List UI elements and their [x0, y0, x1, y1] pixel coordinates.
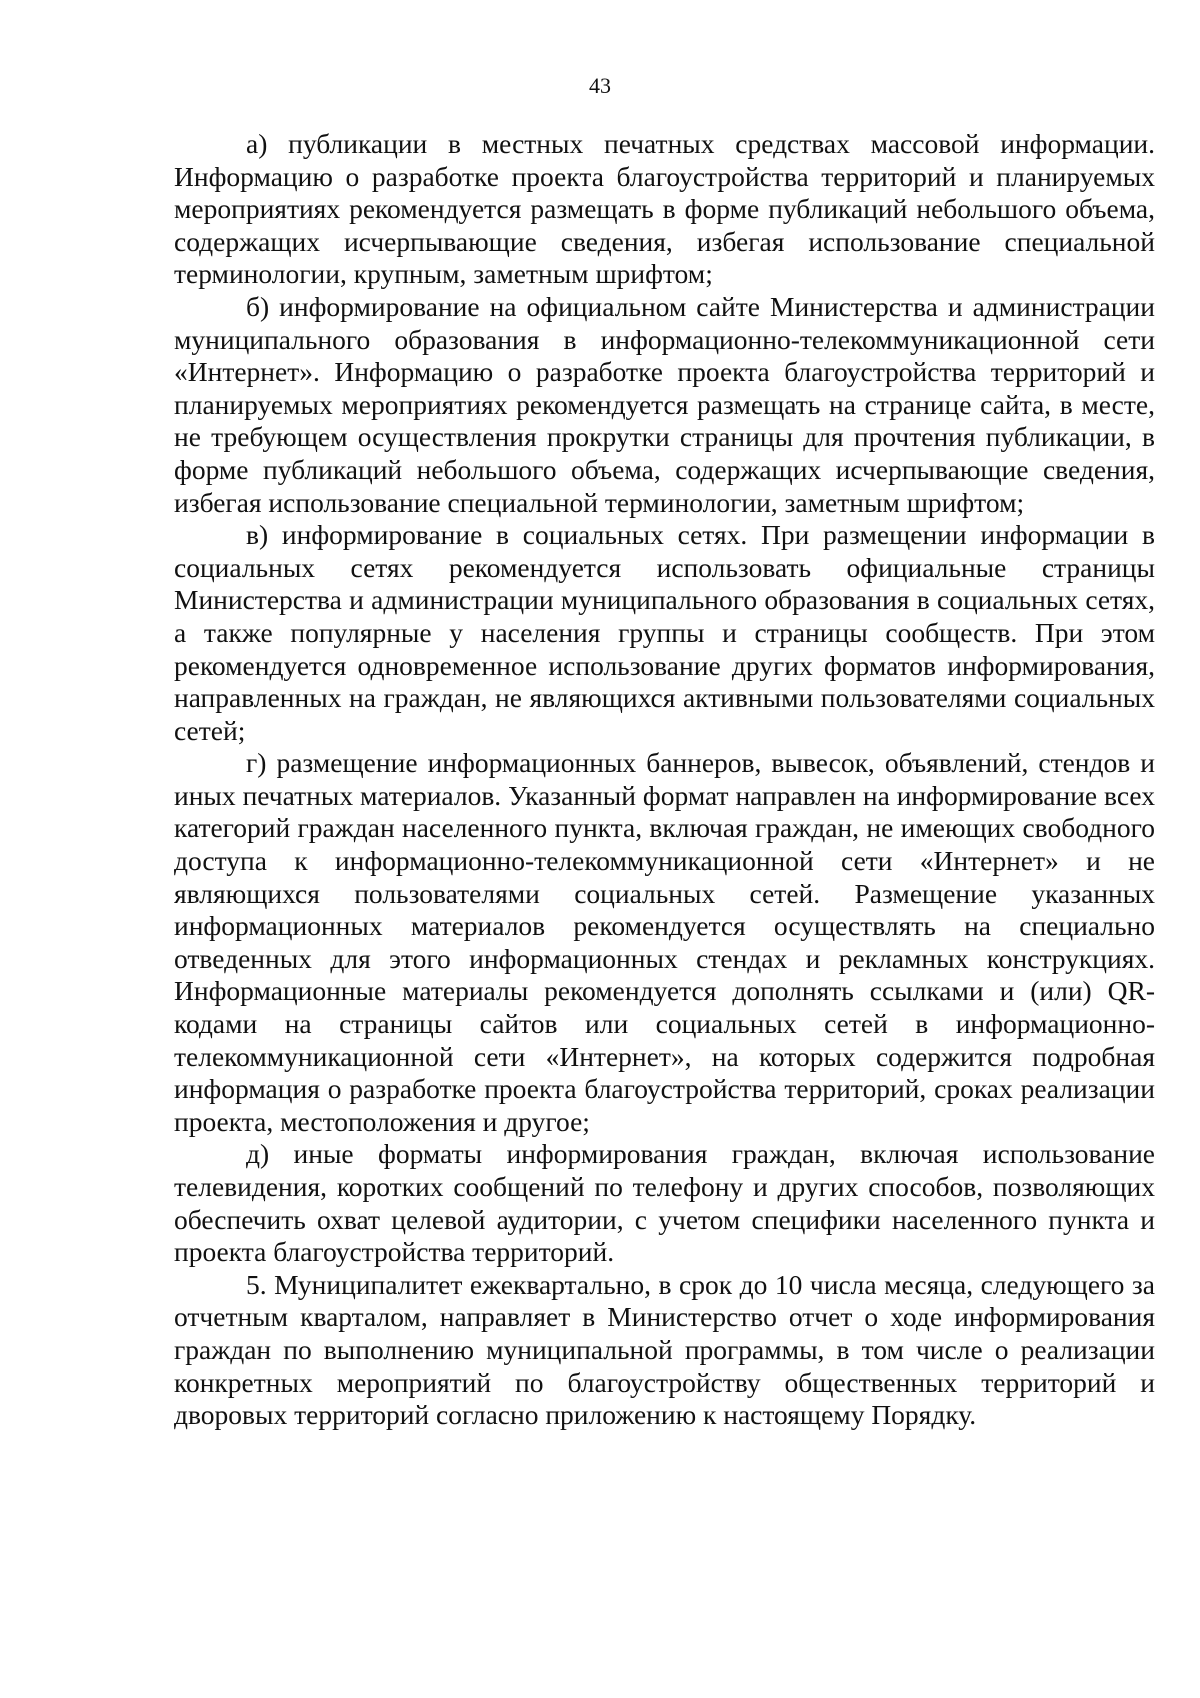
paragraph-v-social-networks: в) информирование в социальных сетях. При размещении информации в социальных сетях рекомендуется использовать официальные страницы Министерства и администрации муниципального образования в социальных сетях, а также популярные у населения группы и страницы сообществ. При этом рекомендуется одновременное использование других форматов информирования, направленных на граждан, не являющихся активными пользователями социальных сетей;	[174, 519, 1155, 746]
paragraph-b-official-website: б) информирование на официальном сайте Министерства и администрации муниципального образования в информационно-телекоммуникационной сети «Интернет». Информацию о разработке проекта благоустройства территорий и планируемых мероприятиях рекомендуется размещать на странице сайта, в месте, не требующем осуществления прокрутки страницы для прочтения публикации, в форме публикаций небольшого объема, содержащих исчерпывающие сведения, избегая использование специальной терминологии, заметным шрифтом;	[174, 290, 1155, 518]
paragraph-g-banners-stands: г) размещение информационных баннеров, вывесок, объявлений, стендов и иных печатных материалов. Указанный формат направлен на информирование всех категорий граждан населенного пункта, включая граждан, не имеющих свободного доступа к информационно-телекоммуникационной сети «Интернет» и не являющихся пользователями социальных сетей. Размещение указанных информационных материалов рекомендуется осуществлять на специально отведенных для этого информационных стендах и рекламных конструкциях. Информационные материалы рекомендуется дополнять ссылками и (или) QR-кодами на страницы сайтов или социальных сетей в информационно-телекоммуникационной сети «Интернет», на которых содержится подробная информация о разработке проекта благоустройства территорий, сроках реализации проекта, местоположения и другое;	[174, 747, 1155, 1137]
paragraph-5-quarterly-report: 5. Муниципалитет ежеквартально, в срок до 10 числа месяца, следующего за отчетным кварталом, направляет в Министерство отчет о ходе информирования граждан по выполнению муниципальной программы, в том числе о реализации конкретных мероприятий по благоустройству общественных территорий и дворовых территорий согласно приложению к настоящему Порядку.	[174, 1268, 1155, 1431]
document-body	[174, 128, 1155, 1432]
paragraph-d-other-formats: д) иные форматы информирования граждан, включая использование телевидения, коротких сообщений по телефону и других способов, позволяющих обеспечить охват целевой аудитории, с учетом специфики населенного пункта и проекта благоустройства территорий.	[174, 1138, 1155, 1268]
page-number: 43	[589, 73, 611, 98]
paragraph-a-print-media: а) публикации в местных печатных средствах массовой информации. Информацию о разработке проекта благоустройства территорий и планируемых мероприятиях рекомендуется размещать в форме публикаций небольшого объема, содержащих исчерпывающие сведения, избегая использование специальной терминологии, крупным, заметным шрифтом;	[174, 128, 1155, 290]
